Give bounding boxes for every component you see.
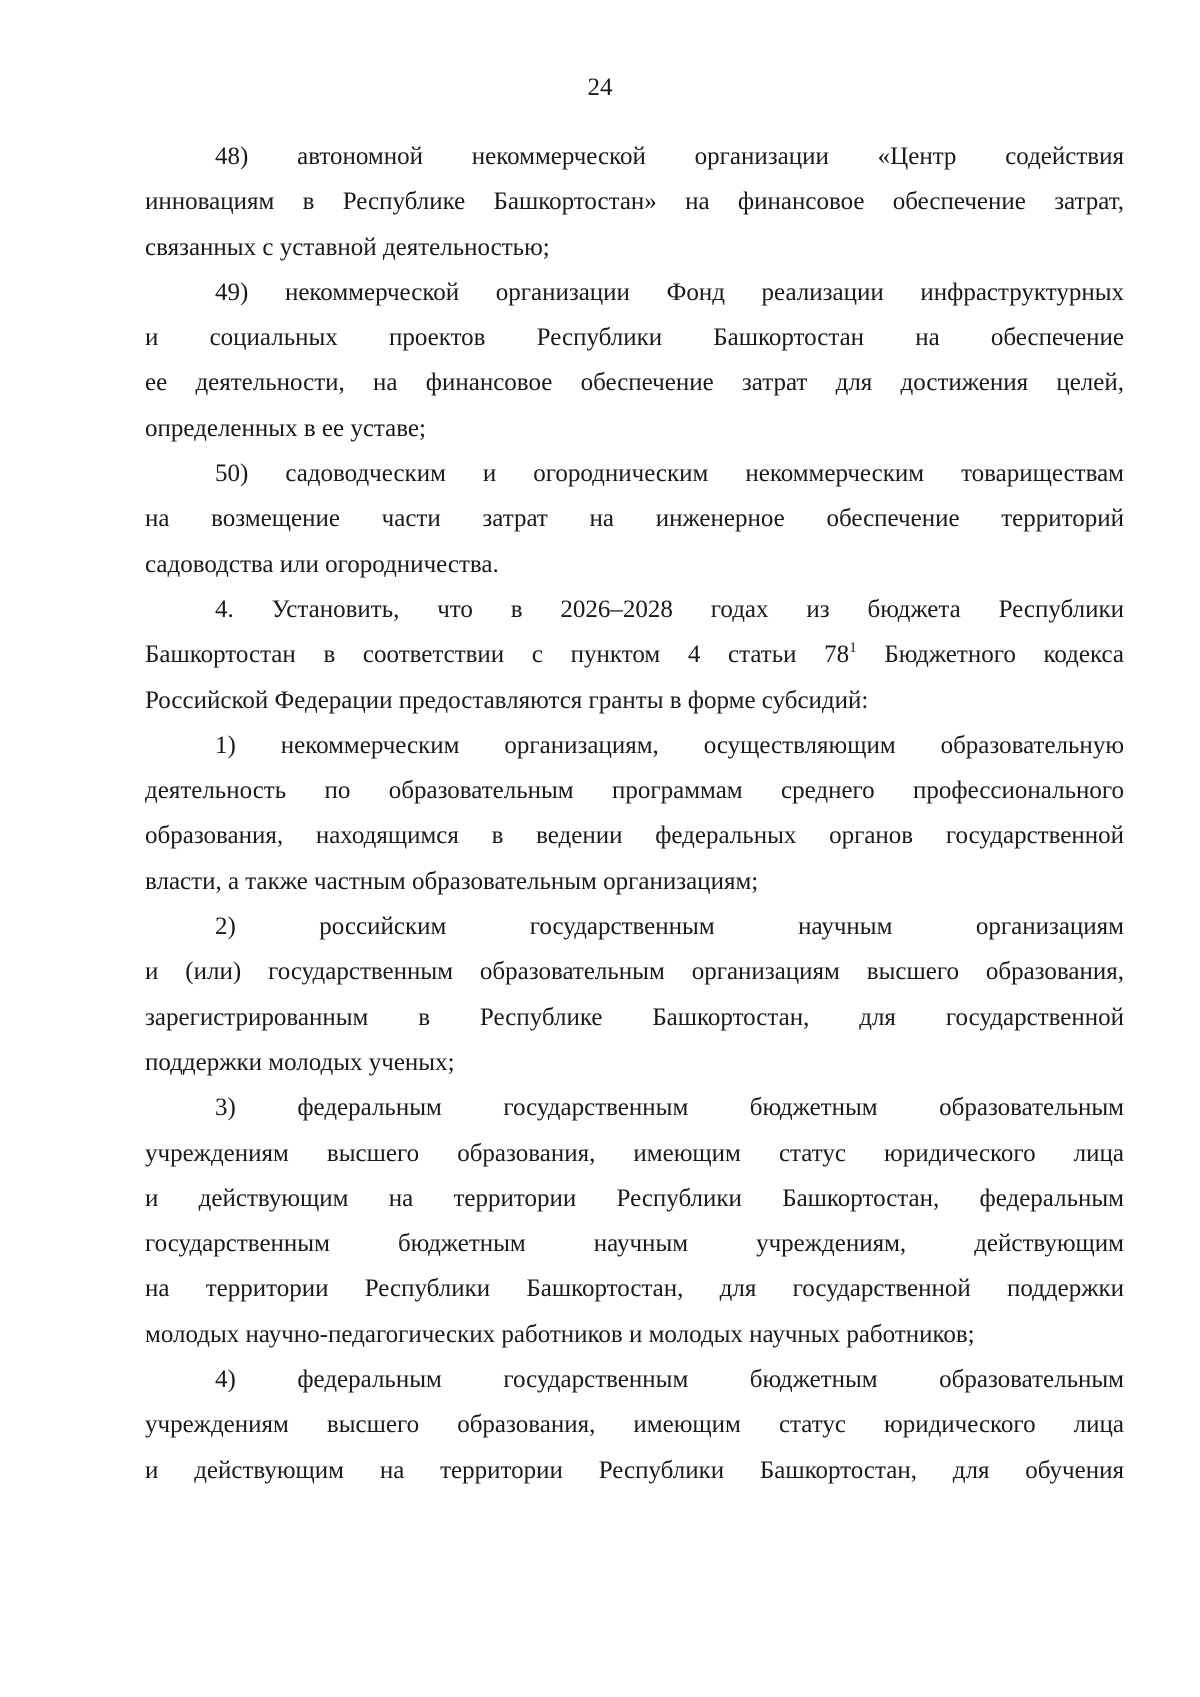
list-item-48 [145,134,1124,225]
paragraph-text: 4. Установить, что в 2026–2028 годах из бюджета Республики Башкортостан в соответствии с пунктом 4 статьи 78 [145,595,1124,669]
paragraph-text: 3) федеральным государственным бюджетным образовательным учреждениям высшего образования, имеющим статус юридического лица и действующим на территории Республики Башкортостан, федеральным государственным бюджетным научным учреждениям, действующим на территории Республики Башкортостан, для государственной поддержки [145,1094,1124,1303]
list-item-50-end [145,542,1124,587]
page-number: 24 [587,74,613,101]
list-item-50 [145,451,1124,542]
subclause-3 [145,1085,1124,1311]
paragraph-last-line: власти, а также частным образовательным организациям; [145,867,759,895]
paragraph-text: 4) федеральным государственным бюджетным образовательным учреждениям высшего образования, имеющим статус юридического лица и действующим на территории Республики Башкортостан, для обучения [145,1366,1124,1484]
subclause-1-end [145,859,1124,904]
subclause-3-end [145,1312,1124,1357]
clause-4-end [145,678,1124,723]
clause-4 [145,587,1124,678]
paragraph-text: 2) российским государственным научным организациям и (или) государственным образовательным организациям высшего образования, зарегистрированным в Республике Башкортостан, для государственной [145,913,1124,1031]
paragraph-text: 50) садоводческим и огородническим некоммерческим товариществам на возмещение части затрат на инженерное обеспечение территорий [145,460,1124,533]
paragraph-text-cont: Бюджетного кодекса [856,641,1124,669]
subclause-1 [145,723,1124,859]
list-item-49 [145,270,1124,406]
paragraph-text: 1) некоммерческим организациям, осуществляющим образовательную деятельность по образовательным программам среднего профессионального образования, находящимся в ведении федеральных органов государственной [145,731,1124,850]
paragraph-last-line: садоводства или огородничества. [145,550,499,578]
paragraph-last-line: Российской Федерации предоставляются гранты в форме субсидий: [145,686,869,714]
paragraph-text: 49) некоммерческой организации Фонд реализации инфраструктурных и социальных проектов Республики Башкортостан на обеспечение ее деятельности, на финансовое обеспечение затрат для достижения целей, [145,278,1124,397]
paragraph-last-line: молодых научно-педагогических работников и молодых научных работников; [145,1320,975,1348]
document-body [145,134,1124,1493]
paragraph-last-line: поддержки молодых ученых; [145,1048,455,1076]
subclause-2-end [145,1040,1124,1085]
subclause-4 [145,1357,1124,1493]
subclause-2 [145,904,1124,1040]
paragraph-last-line: определенных в ее уставе; [145,414,426,442]
list-item-49-end [145,406,1124,451]
paragraph-last-line: связанных с уставной деятельностью; [145,233,550,261]
superscript-mark: 1 [849,640,857,657]
paragraph-text: 48) автономной некоммерческой организации «Центр содействия инновациям в Республике Башкортостан» на финансовое обеспечение затрат, [145,143,1124,216]
list-item-48-end [145,225,1124,270]
